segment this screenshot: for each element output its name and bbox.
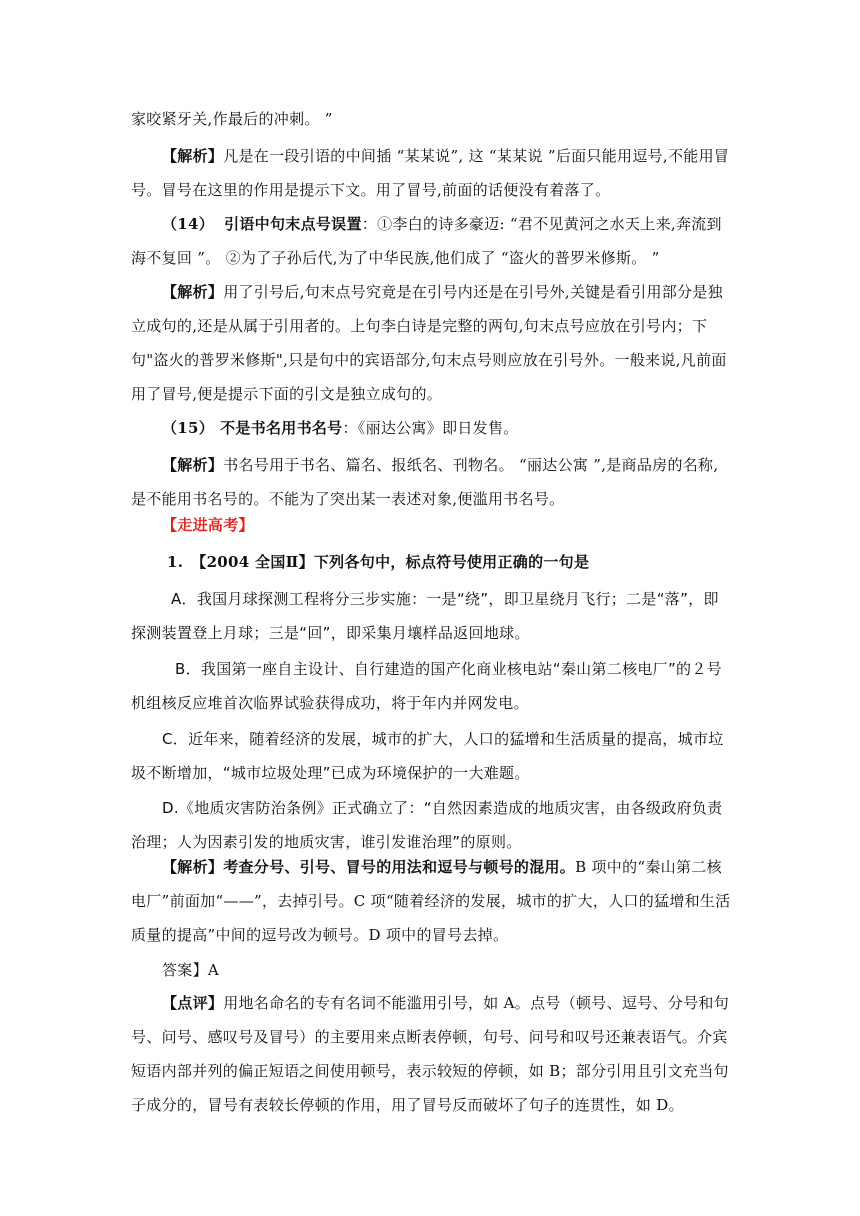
item-title: 不是书名用书名号: [220, 419, 343, 437]
section-heading: 【走进高考】: [162, 516, 254, 534]
analysis-bold: 考查分号、引号、冒号的用法和逗号与顿号的混用。: [223, 858, 576, 876]
analysis-label: 【解析】: [162, 147, 224, 165]
analysis-label: 【解析】: [162, 858, 224, 876]
question-number: 1.: [167, 553, 184, 571]
analysis-text: 书名号用于书名、篇名、报纸名、刊物名。 “丽达公寓 ”,是商品房的名称,是不能用书名号的。不能为了突出某一表述对象,便滥用书名号。: [131, 456, 719, 508]
question-title: 【2004 全国Ⅱ】下列各句中，标点符号使用正确的一句是: [191, 553, 590, 571]
analysis-label: 【解析】: [162, 283, 224, 301]
question-1: [167, 545, 731, 579]
p15-analysis: [131, 448, 731, 516]
analysis-text: 用了引号后,句末点号究竟是在引号内还是在引号外,关键是看引用部分是独立成句的,还是从属于引用者的。上句李白诗是完整的两句,句末点号应放在引号内；下句"盗火的普罗米修斯",只是句中的宾语部分,句末点号则应放在引号外。一般来说,凡前面用了冒号,便是提示下面的引文是独立成句的。: [131, 283, 727, 403]
comment: [131, 986, 731, 1122]
option-d: D.《地质灾害防治条例》正式确立了：“自然因素造成的地质灾害，由各级政府负责治理；人为因素引发的地质灾害，谁引发谁治理”的原则。: [131, 799, 723, 851]
q1-analysis: [131, 850, 731, 952]
item-text: ：《丽达公寓》即日发售。: [342, 419, 519, 437]
item-title: 引语中句末点号误置: [224, 215, 362, 233]
comment-text: 用地名命名的专有名词不能滥用引号，如 A。点号（顿号、逗号、分号和句号、问号、感叹号及冒号）的主要用来点断表停顿，句号、问号和叹号还兼表语气。介宾短语内部并列的偏正短语之间使用顿号，表示较短的停顿，如 B；部分引用且引文充当句子成分的，冒号有表较长停顿的作用，用了冒号反而破坏了句子的连贯性，如 D。: [131, 994, 730, 1114]
item-number: （15）: [162, 419, 215, 437]
item-text: ：①李白的诗多豪迈: “君不见黄河之水天上来,奔流到海不复回 ”。 ②为了子孙后代,为了中华民族,他们成了 “盗火的普罗米修斯。 ”: [131, 215, 722, 267]
item-14: [131, 207, 731, 275]
item-number: （14）: [162, 215, 215, 233]
analysis-label: 【解析】: [162, 456, 224, 474]
comment-label: 【点评】: [162, 994, 224, 1012]
p13-analysis: [131, 139, 731, 207]
option-b: B．我国第一座自主设计、自行建造的国产化商业核电站“秦山第二核电厂”的２号机组核反应堆首次临界试验获得成功，将于年内并网发电。: [131, 660, 722, 712]
analysis-text: 凡是在一段引语的中间插 “某某说”, 这 “某某说 ”后面只能用逗号,不能用冒号。冒号在这里的作用是提示下文。用了冒号,前面的话便没有着落了。: [131, 147, 730, 199]
p14-analysis: [131, 275, 731, 411]
option-a: A．我国月球探测工程将分三步实施：一是“绕”，即卫星绕月飞行；二是“落”，即探测装置登上月球；三是“回”，即采集月壤样品返回地球。: [131, 590, 719, 642]
analysis-text: B 项中的“秦山第二核电厂”前面加“——”，去掉引号。C 项“随着经济的发展，城市的扩大，人口的猛增和生活质量的提高”中间的逗号改为顿号。D 项中的冒号去掉。: [131, 858, 731, 944]
item-15: [131, 411, 731, 445]
answer-line: 答案】A: [162, 961, 220, 979]
option-c: C．近年来，随着经济的发展，城市的扩大，人口的猛增和生活质量的提高，城市垃圾不断增加，“城市垃圾处理”已成为环境保护的一大难题。: [131, 730, 724, 782]
intro-line-end: 家咬紧牙关,作最后的冲刺。 ”: [131, 110, 333, 128]
